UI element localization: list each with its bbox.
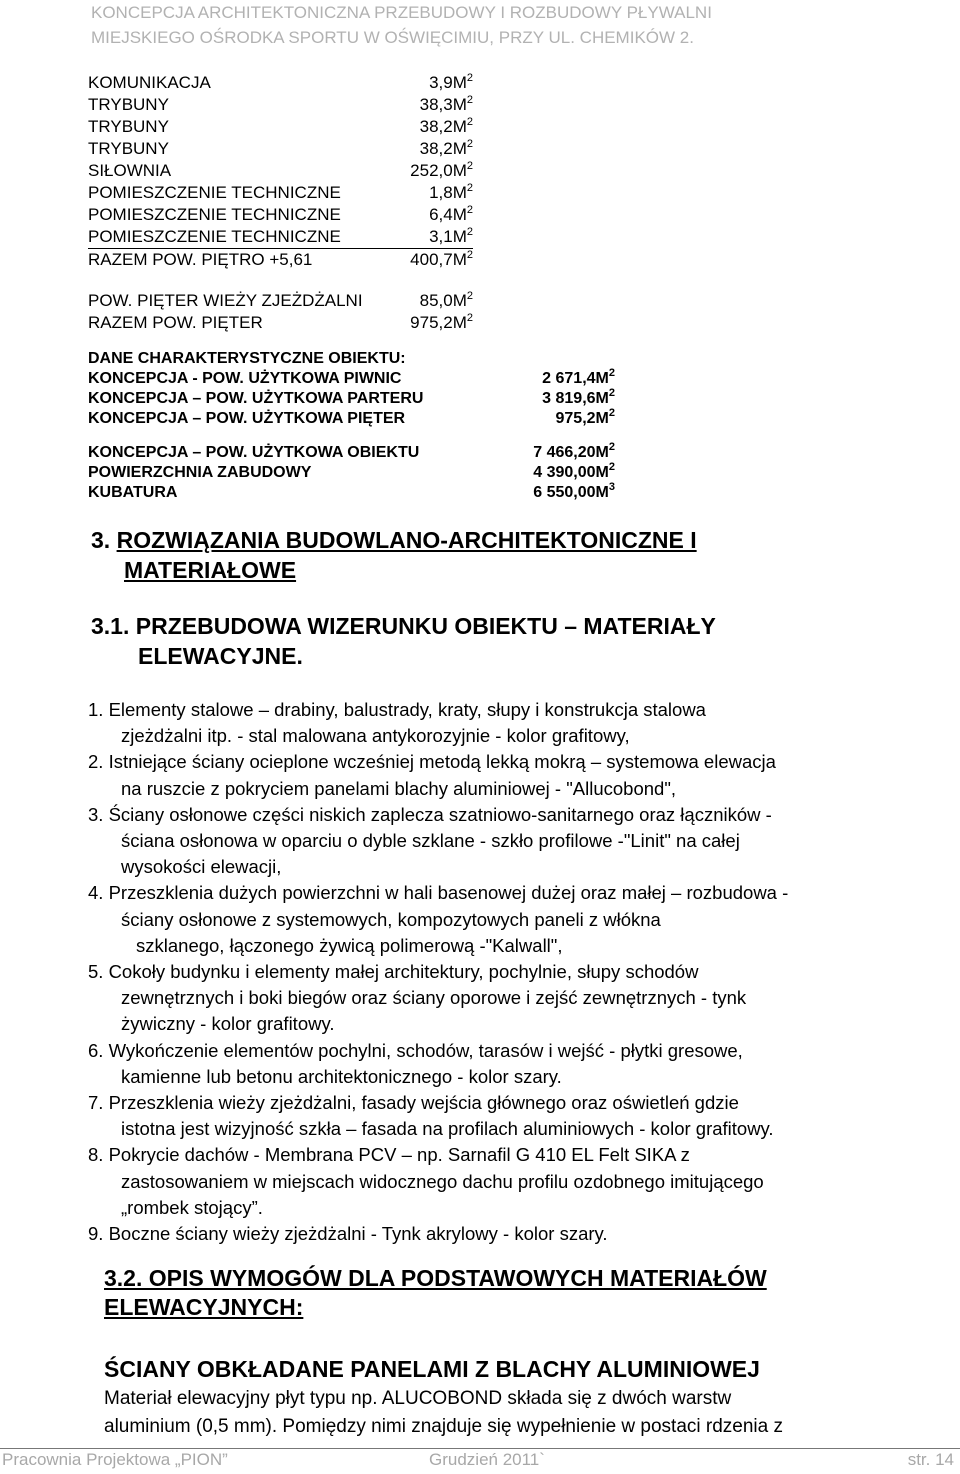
- area-name: TRYBUNY: [88, 139, 169, 158]
- area-name: KOMUNIKACJA: [88, 73, 211, 92]
- area-value: $3,9M^2$: [429, 72, 473, 92]
- section-3-1-line-1: 3.1. PRZEBUDOWA WIZERUNKU OBIEKTU – MATERIAŁY: [91, 613, 716, 639]
- area-value: 6 $550,00M^3$: [533, 481, 615, 501]
- characteristics-title: DANE CHARAKTERYSTYCZNE OBIEKTU:: [88, 350, 406, 367]
- area-row: [88, 249, 473, 271]
- area-name: TRYBUNY: [88, 95, 169, 114]
- header-line-1: KONCEPCJA ARCHITEKTONICZNA PRZEBUDOWY I ROZBUDOWY PŁYWALNI: [91, 3, 712, 22]
- section-3-line-1: 3. ROZWIĄZANIA BUDOWLANO-ARCHITEKTONICZNE I: [91, 527, 697, 553]
- material-item: 2. Istniejące ściany ocieplone wcześniej metodą lekką mokrą – systemowa elewacja na ruszcie z pokryciem panelami blachy aluminiowej - "Allucobond",: [88, 751, 776, 799]
- section-3-heading: [91, 525, 697, 585]
- area-row: [88, 204, 473, 226]
- area-row: [88, 389, 615, 409]
- footer-studio: Pracownia Projektowa „PION”: [2, 1450, 228, 1469]
- area-row: [88, 312, 473, 334]
- area-row: [88, 138, 473, 160]
- area-name: POMIESZCZENIE TECHNICZNE: [88, 183, 341, 202]
- area-row: [88, 409, 615, 429]
- area-value: 3 $819,6M^2$: [542, 387, 615, 407]
- area-row: [88, 72, 473, 94]
- area-value: $252,0M^2$: [410, 160, 473, 180]
- area-name: KONCEPCJA – POW. UŻYTKOWA PARTERU: [88, 390, 424, 407]
- area-name: KONCEPCJA – POW. UŻYTKOWA PIĘTER: [88, 410, 406, 427]
- material-item: 9. Boczne ściany wieży zjeżdżalni - Tynk akrylowy - kolor szary.: [88, 1223, 608, 1245]
- area-value: $85,0M^2$: [419, 290, 473, 310]
- area-row: [88, 290, 473, 312]
- area-row: [88, 182, 473, 204]
- area-row: [88, 443, 615, 463]
- footer-page-number: str. 14: [907, 1450, 954, 1469]
- area-row: [88, 463, 615, 483]
- area-name: TRYBUNY: [88, 117, 169, 136]
- area-value: 4 $390,00M^2$: [533, 461, 615, 481]
- area-row: [88, 116, 473, 138]
- area-value: 2 $671,4M^2$: [542, 367, 615, 387]
- header-line-2: MIEJSKIEGO OŚRODKA SPORTU W OŚWIĘCIMIU, PRZY UL. CHEMIKÓW 2.: [91, 28, 694, 47]
- page-header: [91, 0, 712, 50]
- material-item: 6. Wykończenie elementów pochylni, schodów, tarasów i wejść - płytki gresowe, kamienne lub betonu architektonicznego - kolor szary.: [88, 1039, 743, 1087]
- area-name: KUBATURA: [88, 484, 178, 501]
- area-name: POMIESZCZENIE TECHNICZNE: [88, 205, 341, 224]
- area-value: $400,7M^2$: [410, 249, 473, 269]
- area-value: $1,8M^2$: [429, 182, 473, 202]
- aluminium-line-2: aluminium (0,5 mm). Pomiędzy nimi znajduje się wypełnienie w postaci rdzenia z: [104, 1416, 783, 1437]
- section-3-2-line-1: 3.2. OPIS WYMOGÓW DLA PODSTAWOWYCH MATERIAŁÓW: [104, 1265, 767, 1291]
- area-row: [88, 160, 473, 182]
- total-areas-table: [88, 290, 473, 334]
- aluminium-panels-heading: ŚCIANY OBKŁADANE PANELAMI Z BLACHY ALUMINIOWEJ: [104, 1356, 760, 1382]
- area-name: POWIERZCHNIA ZABUDOWY: [88, 464, 312, 481]
- area-value: $975,2M^2$: [410, 312, 473, 332]
- aluminium-paragraph: [104, 1385, 783, 1441]
- characteristics-table: [88, 349, 615, 503]
- area-value: $38,3M^2$: [419, 94, 473, 114]
- area-row: [88, 94, 473, 116]
- area-name: KONCEPCJA - POW. UŻYTKOWA PIWNIC: [88, 370, 402, 387]
- material-item: 4. Przeszklenia dużych powierzchni w hali basenowej dużej oraz małej – rozbudowa - ściany osłonowe z systemowych, kompozytowych paneli z włókna szklanego, łączonego żywicą polimerową -"Kalwall",: [88, 882, 789, 956]
- area-name: POMIESZCZENIE TECHNICZNE: [88, 227, 341, 246]
- area-value: $975,2M^2$: [555, 407, 615, 427]
- area-name: RAZEM POW. PIĘTRO +5,61: [88, 250, 313, 269]
- area-name: KONCEPCJA – POW. UŻYTKOWA OBIEKTU: [88, 444, 420, 461]
- material-item: 3. Ściany osłonowe części niskich zaplecza szatniowo-sanitarnego oraz łączników - ściana osłonowa w oparciu o dyble szklane - szkło profilowe -"Linit" na całej wysokości elewacji,: [88, 803, 772, 878]
- materials-list: [88, 697, 958, 1247]
- material-item: 7. Przeszklenia wieży zjeżdżalni, fasady wejścia głównego oraz oświetleń gdzie istotna jest wizyjność szkła – fasada na profilach aluminiowych - kolor grafitowy.: [88, 1092, 774, 1140]
- area-name: SIŁOWNIA: [88, 161, 172, 180]
- area-row: [88, 369, 615, 389]
- material-item: 1. Elementy stalowe – drabiny, balustrady, kraty, słupy i konstrukcja stalowa zjeżdżalni itp. - stal malowana antykorozyjnie - kolor grafitowy,: [88, 699, 706, 747]
- area-name: RAZEM POW. PIĘTER: [88, 313, 263, 332]
- material-item: 8. Pokrycie dachów - Membrana PCV – np. Sarnafil G 410 EL Felt SIKA z zastosowaniem w miejscach widocznego dachu profilu ozdobnego imitującego „rombek stojący”.: [88, 1144, 764, 1218]
- area-row: [88, 483, 615, 503]
- section-3-2-line-2: ELEWACYJNYCH:: [104, 1294, 304, 1320]
- aluminium-line-1: Materiał elewacyjny płyt typu np. ALUCOBOND składa się z dwóch warstw: [104, 1388, 732, 1409]
- section-3-2-heading: [104, 1264, 767, 1322]
- area-value: $38,2M^2$: [419, 138, 473, 158]
- area-name: POW. PIĘTER WIEŻY ZJEŻDŻALNI: [88, 291, 363, 310]
- footer-date: Grudzień 2011`: [429, 1450, 545, 1469]
- section-3-1-heading: [91, 611, 716, 671]
- page-footer: [0, 1448, 960, 1474]
- area-row: [88, 226, 473, 249]
- area-value: 7 $466,20M^2$: [533, 441, 615, 461]
- section-3-1-line-2: ELEWACYJNE.: [138, 643, 303, 669]
- area-value: $38,2M^2$: [419, 116, 473, 136]
- area-value: $3,1M^2$: [429, 226, 473, 246]
- section-3-line-2: MATERIAŁOWE: [124, 557, 297, 583]
- material-item: 5. Cokoły budynku i elementy małej architektury, pochylnie, słupy schodów zewnętrznych i boki biegów oraz ściany oporowe i zejść zewnętrznych - tynk żywiczny - kolor grafitowy.: [88, 961, 747, 1035]
- area-value: $6,4M^2$: [429, 204, 473, 224]
- floor-areas-table: [88, 72, 473, 271]
